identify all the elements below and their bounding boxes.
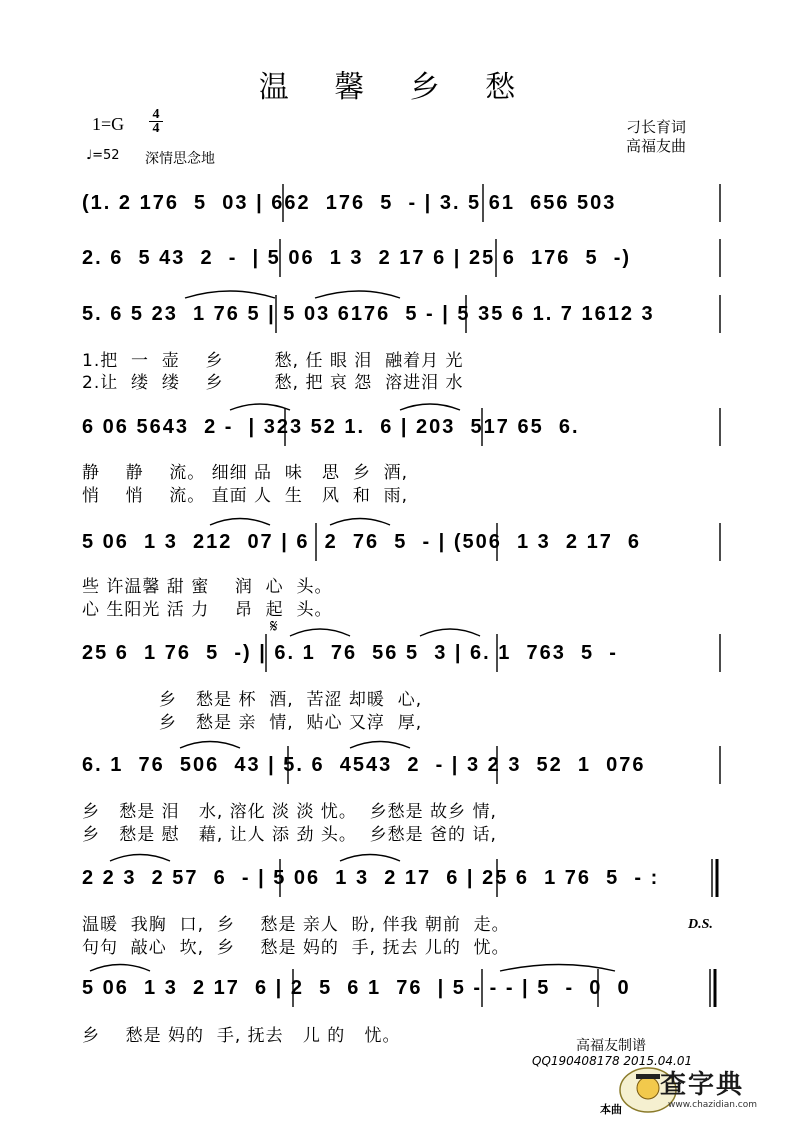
notation-text: 6. 1 76 506 43 | 5. 6 4543 2 - | 3 2 3 52 1 076 [82, 753, 646, 776]
lyricist-credit: 刁长育词 [626, 118, 687, 136]
notation-text: 5 06 1 3 2 17 6 | 2 5 6 1 76 | 5 - - - | 5 - 0 0 [82, 976, 631, 999]
lyric-line: 2.让 缕 缕 乡 愁, 把 哀 怨 溶进泪 水 [82, 373, 464, 393]
footer-note: 本曲 [600, 1103, 622, 1116]
tempo-marking: ♩=52 [86, 148, 120, 163]
lyric-line: 静 静 流。 细细 品 味 思 乡 酒, [82, 463, 409, 483]
watermark-text: 查字典 [660, 1070, 745, 1100]
watermark-url: www.chazidian.com [668, 1100, 758, 1110]
segno-sign: 𝄋 [270, 616, 278, 637]
notation-text: 6 06 5643 2 - | 323 52 1. 6 | 203 517 65 6. [82, 415, 580, 438]
lyric-line: 乡 愁是 杯 酒, 苦涩 却暖 心, [82, 690, 423, 710]
lyric-line: 乡 愁是 慰 藉, 让人 添 劲 头。 乡愁是 爸的 话, [82, 825, 497, 845]
notation-text: 25 6 1 76 5 -) | 6. 1 76 56 5 3 | 6. 1 763 5 - [82, 641, 618, 664]
song-title: 温 馨 乡 愁 [258, 70, 534, 105]
lyric-line: 些 许温馨 甜 蜜 润 心 头。 [82, 577, 333, 597]
composer-credit: 高福友曲 [626, 137, 687, 155]
notation-text: (1. 2 176 5 03 | 662 176 5 - | 3. 5 61 656 503 [82, 191, 617, 214]
notation-text: 5. 6 5 23 1 76 5 | 5 03 6176 5 - | 5 35 6 1. 7 1612 3 [82, 302, 655, 325]
meter-top: 4 [152, 107, 160, 122]
notation-text: 2 2 3 2 57 6 - | 5 06 1 3 2 17 6 | 25 6 1 76 5 - : [82, 866, 660, 889]
ds-marking: D.S. [688, 917, 713, 932]
score-maker: 高福友制谱 [576, 1038, 646, 1054]
notation-text: 2. 6 5 43 2 - | 5 06 1 3 2 17 6 | 25 6 176 5 -) [82, 246, 632, 269]
expression-marking: 深情思念地 [145, 151, 215, 167]
notation-text: 5 06 1 3 212 07 | 6 2 76 5 - | (506 1 3 2 17 6 [82, 530, 642, 553]
lyric-line: 乡 愁是 亲 情, 贴心 又淳 厚, [82, 713, 423, 733]
meter-bottom: 4 [152, 121, 160, 136]
key-signature: 1=G [92, 114, 125, 134]
lyric-line: 温暖 我胸 口, 乡 愁是 亲人 盼, 伴我 朝前 走。 [82, 915, 510, 935]
lyric-line: 1.把 一 壶 乡 愁, 任 眼 泪 融着月 光 [82, 351, 464, 371]
lyric-line: 心 生阳光 活 力 昂 起 头。 [82, 600, 333, 620]
lyric-line: 乡 愁是 妈的 手, 抚去 儿 的 忧。 [82, 1026, 401, 1046]
lyric-line: 句句 敲心 坎, 乡 愁是 妈的 手, 抚去 儿的 忧。 [82, 938, 510, 958]
lyric-line: 乡 愁是 泪 水, 溶化 淡 淡 忧。 乡愁是 故乡 情, [82, 802, 497, 822]
contact-and-date: QQ190408178 2015.04.01 [532, 1054, 693, 1068]
lyric-line: 悄 悄 流。 直面 人 生 风 和 雨, [82, 486, 409, 506]
